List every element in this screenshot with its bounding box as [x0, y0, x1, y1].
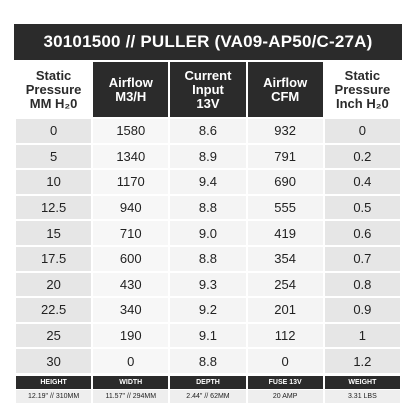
- cell-static-pressure-inch: 0.6: [325, 221, 400, 245]
- cell-airflow-m3h: 430: [93, 273, 168, 297]
- cell-static-pressure-mm: 0: [16, 119, 91, 143]
- cell-static-pressure-inch: 0.7: [325, 247, 400, 271]
- value-weight: 3.31 LBS: [325, 390, 400, 403]
- table-body: [16, 119, 400, 373]
- label-depth: DEPTH: [170, 376, 245, 389]
- cell-airflow-cfm: 419: [248, 221, 323, 245]
- cell-static-pressure-mm: 10: [16, 170, 91, 194]
- cell-static-pressure-mm: 17.5: [16, 247, 91, 271]
- performance-table: [14, 60, 402, 375]
- label-height: HEIGHT: [16, 376, 91, 389]
- value-width: 11.57" // 294MM: [93, 390, 168, 403]
- cell-airflow-cfm: 201: [248, 298, 323, 322]
- table-row: [16, 221, 400, 245]
- value-fuse: 20 AMP: [248, 390, 323, 403]
- cell-current-input: 9.4: [170, 170, 245, 194]
- cell-current-input: 8.8: [170, 349, 245, 373]
- cell-airflow-m3h: 1580: [93, 119, 168, 143]
- cell-airflow-m3h: 340: [93, 298, 168, 322]
- cell-airflow-cfm: 254: [248, 273, 323, 297]
- cell-current-input: 8.6: [170, 119, 245, 143]
- cell-airflow-m3h: 1170: [93, 170, 168, 194]
- cell-current-input: 9.0: [170, 221, 245, 245]
- label-fuse: FUSE 13V: [248, 376, 323, 389]
- cell-static-pressure-inch: 0.4: [325, 170, 400, 194]
- table-row: [16, 324, 400, 348]
- cell-current-input: 9.2: [170, 298, 245, 322]
- header-static-pressure-inch: Static Pressure Inch H₂0: [325, 62, 400, 117]
- cell-airflow-cfm: 354: [248, 247, 323, 271]
- cell-static-pressure-mm: 15: [16, 221, 91, 245]
- cell-airflow-m3h: 190: [93, 324, 168, 348]
- cell-current-input: 9.1: [170, 324, 245, 348]
- cell-airflow-cfm: 555: [248, 196, 323, 220]
- cell-airflow-cfm: 791: [248, 145, 323, 169]
- cell-airflow-cfm: 932: [248, 119, 323, 143]
- table-row: [16, 298, 400, 322]
- value-depth: 2.44" // 62MM: [170, 390, 245, 403]
- spec-sheet: [14, 24, 402, 404]
- dimensions-value-row: [16, 390, 400, 403]
- header-airflow-cfm: Airflow CFM: [248, 62, 323, 117]
- header-airflow-m3h: Airflow M3/H: [93, 62, 168, 117]
- cell-airflow-m3h: 1340: [93, 145, 168, 169]
- table-row: [16, 247, 400, 271]
- cell-airflow-cfm: 690: [248, 170, 323, 194]
- cell-static-pressure-mm: 12.5: [16, 196, 91, 220]
- cell-current-input: 8.9: [170, 145, 245, 169]
- cell-current-input: 8.8: [170, 196, 245, 220]
- cell-static-pressure-inch: 0.5: [325, 196, 400, 220]
- cell-static-pressure-inch: 1: [325, 324, 400, 348]
- table-row: [16, 349, 400, 373]
- table-row: [16, 145, 400, 169]
- table-row: [16, 196, 400, 220]
- cell-current-input: 8.8: [170, 247, 245, 271]
- table-row: [16, 273, 400, 297]
- cell-current-input: 9.3: [170, 273, 245, 297]
- header-static-pressure-mm: Static Pressure MM H₂0: [16, 62, 91, 117]
- table-row: [16, 170, 400, 194]
- cell-static-pressure-mm: 20: [16, 273, 91, 297]
- cell-static-pressure-inch: 0.2: [325, 145, 400, 169]
- cell-static-pressure-inch: 0.8: [325, 273, 400, 297]
- cell-static-pressure-mm: 22.5: [16, 298, 91, 322]
- cell-static-pressure-inch: 1.2: [325, 349, 400, 373]
- label-weight: WEIGHT: [325, 376, 400, 389]
- cell-static-pressure-mm: 30: [16, 349, 91, 373]
- cell-airflow-m3h: 0: [93, 349, 168, 373]
- cell-static-pressure-inch: 0: [325, 119, 400, 143]
- header-row: [16, 62, 400, 117]
- cell-static-pressure-mm: 25: [16, 324, 91, 348]
- header-current-input: Current Input 13V: [170, 62, 245, 117]
- value-height: 12.19" // 310MM: [16, 390, 91, 403]
- table-row: [16, 119, 400, 143]
- cell-airflow-m3h: 600: [93, 247, 168, 271]
- cell-static-pressure-inch: 0.9: [325, 298, 400, 322]
- cell-airflow-cfm: 0: [248, 349, 323, 373]
- dimensions-table: [14, 375, 402, 404]
- product-title: 30101500 // PULLER (VA09-AP50/C-27A): [14, 24, 402, 60]
- label-width: WIDTH: [93, 376, 168, 389]
- cell-airflow-cfm: 112: [248, 324, 323, 348]
- cell-airflow-m3h: 710: [93, 221, 168, 245]
- dimensions-label-row: [16, 376, 400, 389]
- cell-static-pressure-mm: 5: [16, 145, 91, 169]
- cell-airflow-m3h: 940: [93, 196, 168, 220]
